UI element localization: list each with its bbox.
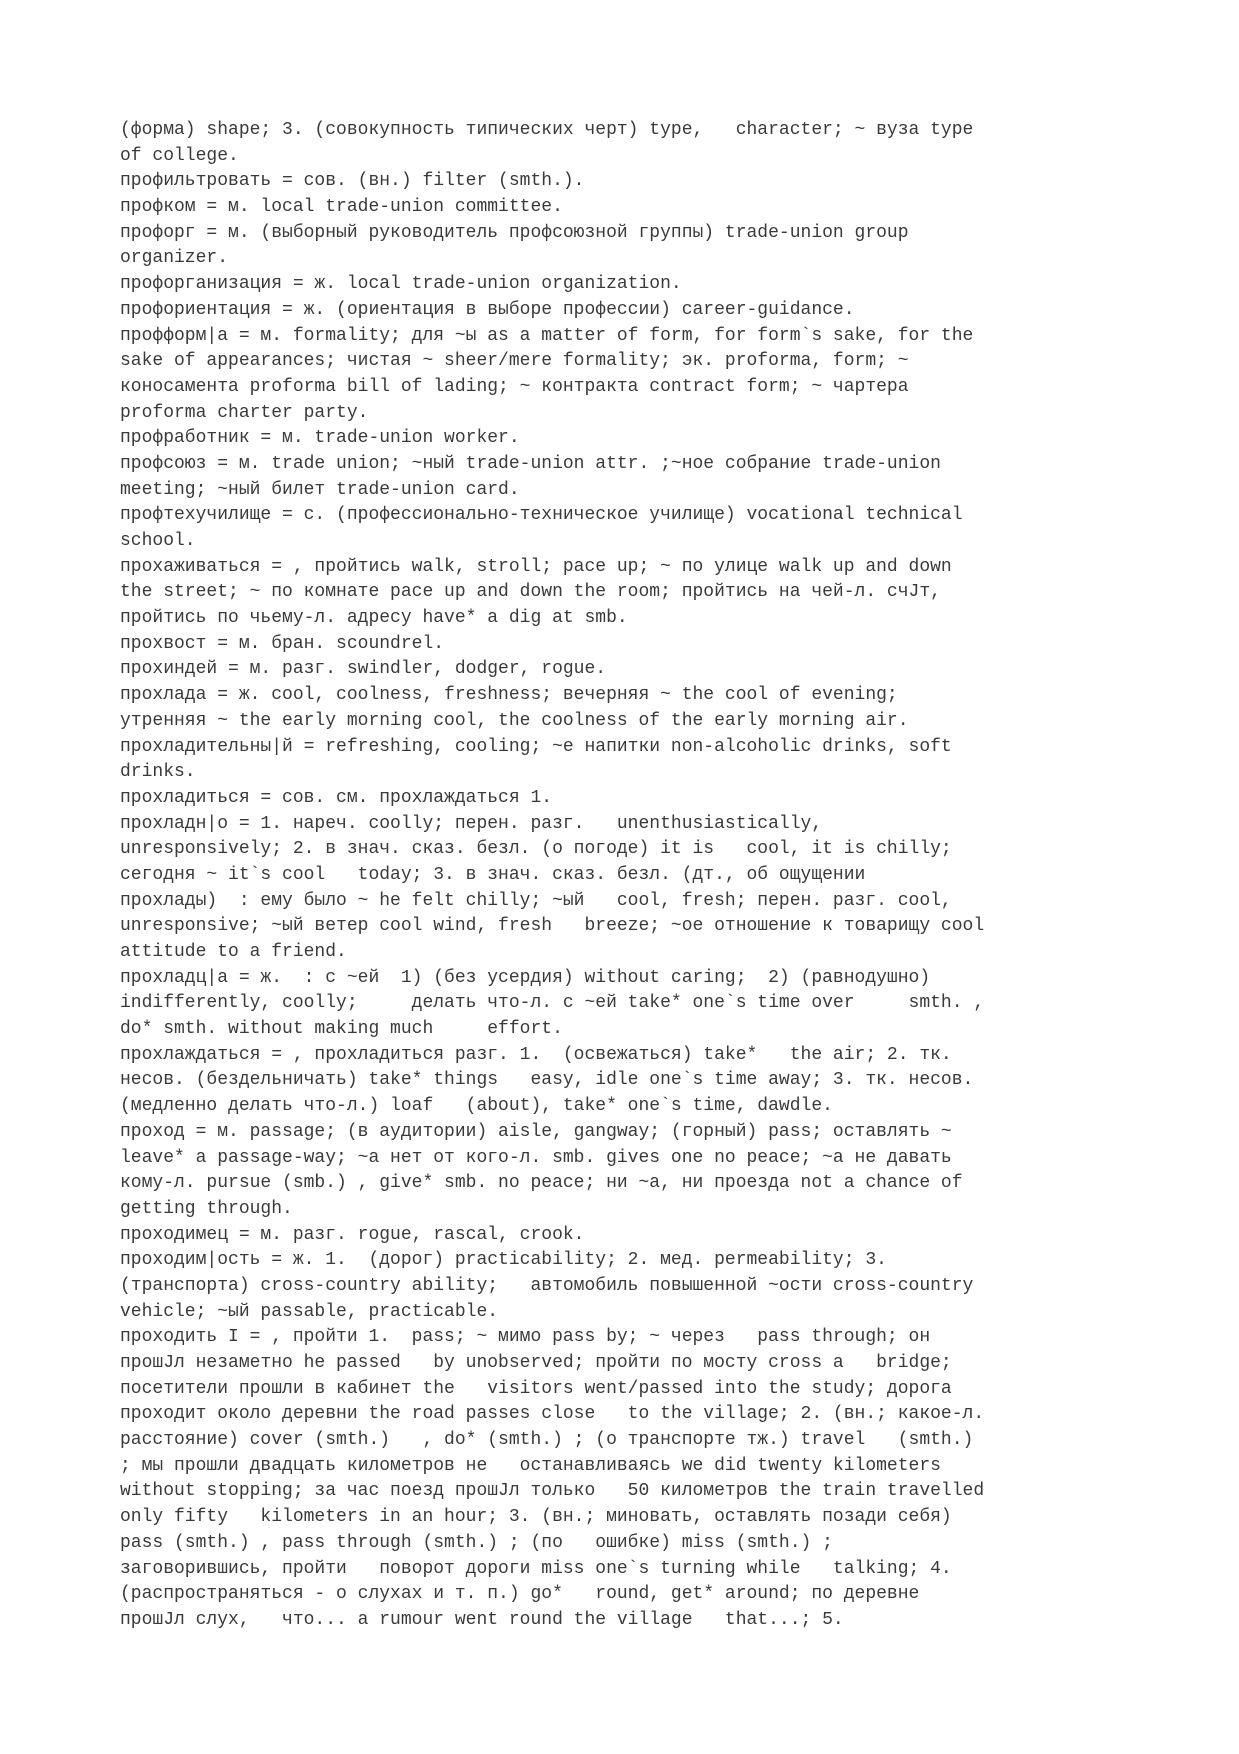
text-line: профформ|а = м. formality; для ~ы as a matter of form, for form`s sake, for the <box>120 325 974 346</box>
text-line: unresponsively; 2. в знач. сказ. безл. (о погоде) it is cool, it is chilly; <box>120 839 952 860</box>
text-line: профорг = м. (выборный руководитель профсоюзной группы) trade-union group <box>120 222 909 243</box>
text-line: расстояние) cover (smth.) , do* (smth.) ; (о транспорте тж.) travel (smth.) <box>120 1430 974 1451</box>
text-line: проходимец = м. разг. rogue, rascal, crook. <box>120 1224 585 1245</box>
text-line: the street; ~ по комнате pace up and down the room; пройтись на чей-л. счJт, <box>120 582 941 603</box>
text-line: прошJл незаметно he passed by unobserved; пройти по мосту cross a bridge; <box>120 1353 952 1373</box>
text-line: vehicle; ~ый passable, practicable. <box>120 1301 499 1322</box>
text-line: проходит около деревни the road passes close to the village; 2. (вн.; какое-л. <box>120 1404 985 1425</box>
text-line: профорганизация = ж. local trade-union organization. <box>120 274 682 295</box>
text-line: пройтись по чьему-л. адресу have* a dig at smb. <box>120 608 628 629</box>
text-line: attitude to a friend. <box>120 942 347 962</box>
text-line: unresponsive; ~ый ветер cool wind, fresh breeze; ~ое отношение к товарищу cool <box>120 916 985 937</box>
text-line: getting through. <box>120 1198 293 1219</box>
text-line: сегодня ~ it`s cool today; 3. в знач. сказ. безл. (дт., об ощущении <box>120 864 866 885</box>
document-text <box>120 118 1130 1634</box>
text-line: прошJл слух, что... a rumour went round the village that...; 5. <box>120 1609 844 1630</box>
text-line: organizer. <box>120 248 229 269</box>
text-line: meeting; ~ный билет trade-union card. <box>120 479 520 500</box>
text-line: прохладц|а = ж. : с ~ей 1) (без усердия) without caring; 2) (равнодушно) <box>120 967 931 988</box>
text-line: only fifty kilometers in an hour; 3. (вн.; миновать, оставлять позади себя) <box>120 1507 952 1528</box>
text-line: ; мы прошли двадцать километров не останавливаясь we did twenty kilometers <box>120 1455 941 1476</box>
text-line: несов. (бездельничать) take* things easy, idle one`s time away; 3. тк. несов. <box>120 1070 974 1091</box>
text-line: коносамента proforma bill of lading; ~ контракта contract form; ~ чартера <box>120 376 909 397</box>
text-line: прохиндей = м. разг. swindler, dodger, rogue. <box>120 659 607 680</box>
text-line: прохладиться = сов. см. прохлаждаться 1. <box>120 787 553 808</box>
text-line: профориентация = ж. (ориентация в выборе профессии) career-guidance. <box>120 299 855 320</box>
text-line: утренняя ~ the early morning cool, the coolness of the early morning air. <box>120 710 909 731</box>
text-line: прохаживаться = , пройтись walk, stroll; pace up; ~ по улице walk up and down <box>120 556 952 577</box>
text-line: проход = м. passage; (в аудитории) aisle, gangway; (горный) pass; оставлять ~ <box>120 1121 952 1142</box>
text-line: кому-л. pursue (smb.) , give* smb. no peace; ни ~а, ни проезда not a chance of <box>120 1173 963 1194</box>
text-line: заговорившись, пройти поворот дороги miss one`s turning while talking; 4. <box>120 1558 952 1579</box>
text-line: (медленно делать что-л.) loaf (about), take* one`s time, dawdle. <box>120 1096 833 1117</box>
text-line: профильтровать = сов. (вн.) filter (smth.). <box>120 171 585 192</box>
text-line: прохлада = ж. cool, coolness, freshness; вечерняя ~ the cool of evening; <box>120 685 898 706</box>
text-line: проходить I = , пройти 1. pass; ~ мимо pass by; ~ через pass through; он <box>120 1327 931 1348</box>
text-line: do* smth. without making much effort. <box>120 1019 563 1040</box>
text-line: proforma charter party. <box>120 402 369 423</box>
text-line: профком = м. local trade-union committee. <box>120 197 563 218</box>
text-line: sake of appearances; чистая ~ sheer/mere formality; эк. proforma, form; ~ <box>120 351 909 372</box>
text-line: school. <box>120 531 196 551</box>
text-line: посетители прошли в кабинет the visitors went/passed into the study; дорога <box>120 1378 952 1399</box>
text-line: прохлаждаться = , прохладиться разг. 1. (освежаться) take* the air; 2. тк. <box>120 1044 952 1065</box>
text-line: without stopping; за час поезд прошJл только 50 километров the train travelled <box>120 1481 985 1502</box>
text-line: профтехучилище = с. (профессионально-техническое училище) vocational technical <box>120 505 963 526</box>
text-line: прохлады) : ему было ~ he felt chilly; ~ый cool, fresh; перен. разг. cool, <box>120 890 952 911</box>
text-line: (транспорта) cross-country ability; автомобиль повышенной ~ости cross-country <box>120 1275 974 1296</box>
text-line: проходим|ость = ж. 1. (дорог) practicability; 2. мед. permeability; 3. <box>120 1250 887 1271</box>
text-line: (распространяться - о слухах и т. п.) go* round, get* around; по деревне <box>120 1584 920 1605</box>
text-line: профработник = м. trade-union worker. <box>120 428 520 449</box>
text-line: прохладн|о = 1. нареч. coolly; перен. разг. unenthusiastically, <box>120 813 823 834</box>
text-line: drinks. <box>120 762 196 783</box>
text-line: профсоюз = м. trade union; ~ный trade-union attr. ;~ное собрание trade-union <box>120 453 941 474</box>
text-line: (форма) shape; 3. (совокупность типических черт) type, character; ~ вуза type <box>120 120 974 140</box>
text-line: прохладительны|й = refreshing, cooling; ~е напитки non-alcoholic drinks, soft <box>120 736 952 757</box>
text-line: leave* a passage-way; ~а нет от кого-л. smb. gives one no peace; ~а не давать <box>120 1147 952 1168</box>
text-line: indifferently, coolly; делать что-л. с ~ей take* one`s time over smth. , <box>120 993 985 1014</box>
text-line: pass (smth.) , pass through (smth.) ; (по ошибке) miss (smth.) ; <box>120 1532 833 1553</box>
text-line: прохвост = м. бран. scoundrel. <box>120 633 445 654</box>
text-line: of college. <box>120 145 239 166</box>
